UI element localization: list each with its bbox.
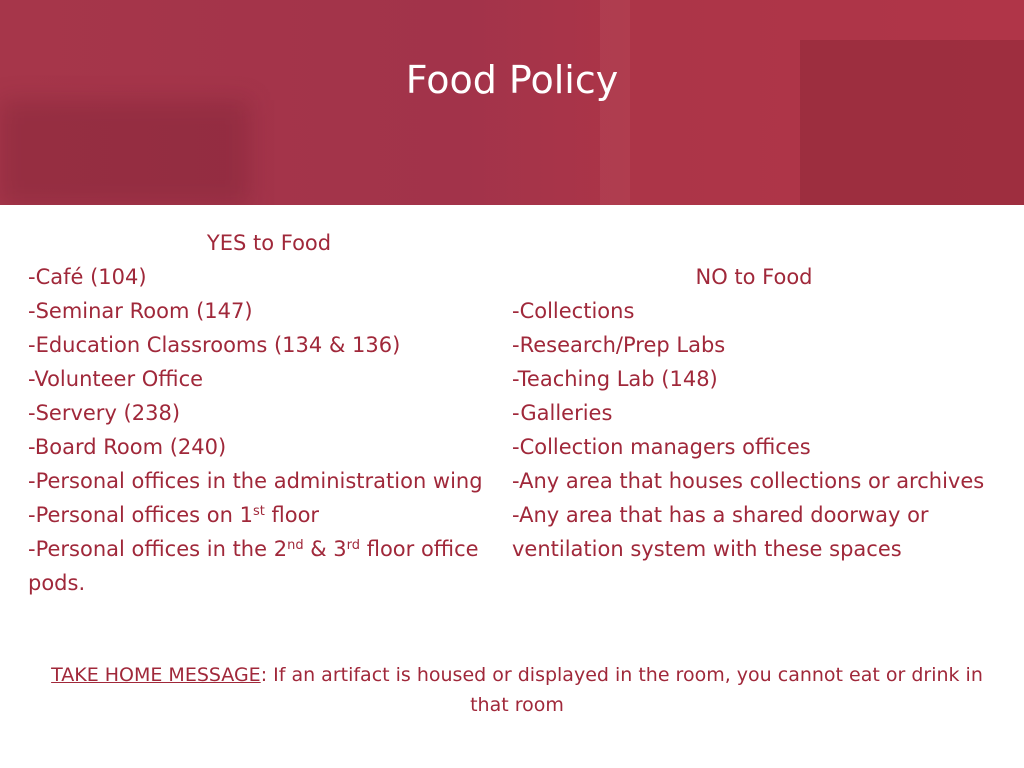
no-item-collections: -Collections <box>512 299 635 323</box>
no-item-shared-ventilation: -Any area that has a shared doorway or ventilation system with these spaces <box>512 503 929 561</box>
page-title: Food Policy <box>405 58 619 102</box>
yes-item-admin-offices: -Personal offices in the administration wing <box>28 469 483 493</box>
yes-item-cafe: -Café (104) <box>28 265 147 289</box>
yes-to-food-column <box>28 226 488 600</box>
yes-item-seminar-room: -Seminar Room (147) <box>28 299 253 323</box>
first-floor-text: -Personal offices on 1 <box>28 503 253 527</box>
pods-mid: & 3 <box>303 537 347 561</box>
no-item-research-labs: -Research/Prep Labs <box>512 333 726 357</box>
yes-item-office-pods <box>28 532 488 600</box>
no-item-collection-managers: -Collection managers offices <box>512 435 811 459</box>
pods-sup-nd: nd <box>287 538 304 553</box>
banner-shade-mid <box>600 0 630 205</box>
pods-text: -Personal offices in the 2 <box>28 537 288 561</box>
message-label: TAKE HOME MESSAGE <box>51 664 261 686</box>
no-item-collection-areas: -Any area that houses collections or archives <box>512 469 985 493</box>
yes-item-education-classrooms: -Education Classrooms (134 & 136) <box>28 333 401 357</box>
header-banner <box>0 0 1024 205</box>
no-to-food-column <box>512 260 992 566</box>
pods-sup-rd: rd <box>346 538 361 553</box>
yes-item-first-floor-offices <box>28 498 488 532</box>
yes-item-servery: -Servery (238) <box>28 401 181 425</box>
no-item-galleries: -Galleries <box>512 401 613 425</box>
yes-item-volunteer-office: -Volunteer Office <box>28 367 204 391</box>
yes-heading: YES to Food <box>206 231 332 255</box>
banner-shade-left <box>0 100 250 205</box>
first-floor-tail: floor <box>264 503 320 527</box>
no-heading: NO to Food <box>695 265 813 289</box>
pods-tail: floor office pods. <box>28 537 479 595</box>
take-home-message <box>40 660 994 720</box>
yes-item-board-room: -Board Room (240) <box>28 435 227 459</box>
message-text: : If an artifact is housed or displayed in the room, you cannot eat or drink in that room <box>260 664 983 716</box>
no-item-teaching-lab: -Teaching Lab (148) <box>512 367 718 391</box>
first-floor-sup: st <box>252 504 265 519</box>
